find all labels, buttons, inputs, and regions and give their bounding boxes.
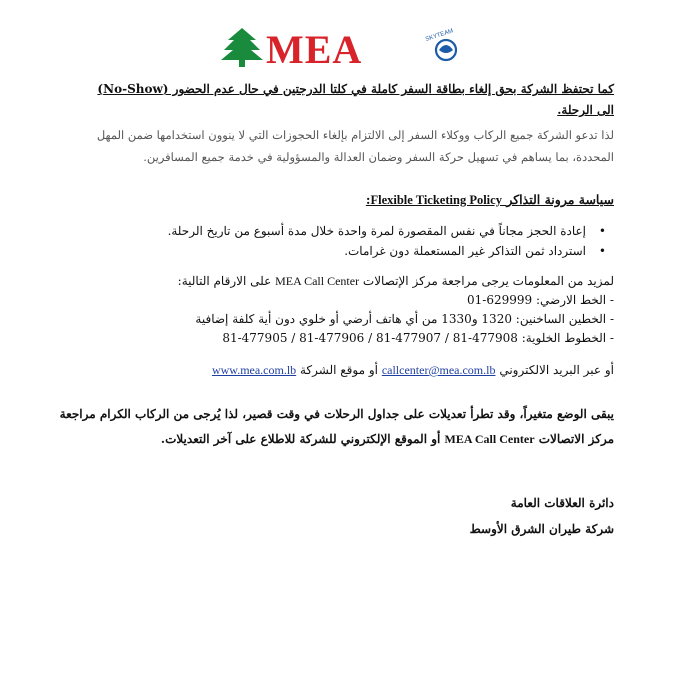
appeal-paragraph: لذا تدعو الشركة جميع الركاب ووكلاء السفر إلى الالتزام بإلغاء الحجوزات التي لا ينوون استخدامها ضمن المهل المحددة، بما يساهم في تسهيل حركة السفر وضمان العدالة والمسؤولية في خدمة جميع المسافرين.: [96, 128, 614, 164]
no-show-notice: كما تحتفظ الشركة بحق إلغاء بطاقة السفر كاملة في كلتا الدرجتين في حال عدم الحضور (No-Show) الى الرحلة.: [97, 82, 614, 117]
cedar-tree-icon: [221, 28, 263, 67]
list-item: • استرداد ثمن التذاكر غير المستعملة دون غرامات.: [54, 241, 614, 261]
mea-logo: [220, 26, 466, 70]
skyteam-icon: [425, 28, 456, 60]
bullet-icon: •: [598, 224, 606, 238]
website-link[interactable]: www.mea.com.lb: [211, 363, 297, 377]
policy-title: سياسة مرونة التذاكر Flexible Ticketing Policy:: [365, 192, 614, 207]
svg-text:SKYTEAM: SKYTEAM: [424, 28, 455, 43]
online-contact: أو عبر البريد الالكتروني callcenter@mea.com.lb أو موقع الشركة www.mea.com.lb: [211, 363, 614, 377]
hotlines: - الخطين الساخنين: 1320 و1330 من أي هاتف أرضي أو خلوي دون أية كلفة إضافية: [195, 312, 614, 326]
contact-info: [54, 272, 614, 348]
email-link[interactable]: callcenter@mea.com.lb: [381, 363, 496, 377]
bullet-icon: •: [598, 244, 606, 258]
update-notice: يبقى الوضع متغيراً، وقد تطرأ تعديلات على جداول الرحلات في وقت قصير، لذا يُرجى من الركاب الكرام مراجعة مركز الاتصالات MEA Call Center أو الموقع الإلكتروني للشركة للاطلاع على آخر التعديلات.: [59, 407, 614, 446]
signature: [54, 490, 614, 542]
list-item: • إعادة الحجز مجاناً في نفس المقصورة لمرة واحدة خلال مدة أسبوع من تاريخ الرحلة.: [54, 221, 614, 241]
mobile-lines: - الخطوط الخلوية: 81-477905 / 81-477906 / 81-477907 / 81-477908: [222, 331, 614, 345]
brand-wordmark: MEA: [266, 27, 363, 70]
policy-bullets: [54, 221, 614, 261]
contact-intro: لمزيد من المعلومات يرجى مراجعة مركز الإتصالات MEA Call Center على الارقام التالية:: [177, 274, 614, 288]
department-name: دائرة العلاقات العامة: [510, 496, 614, 510]
company-name: شركة طيران الشرق الأوسط: [469, 522, 614, 536]
landline: - الخط الارضي: 629999-01: [467, 293, 614, 307]
